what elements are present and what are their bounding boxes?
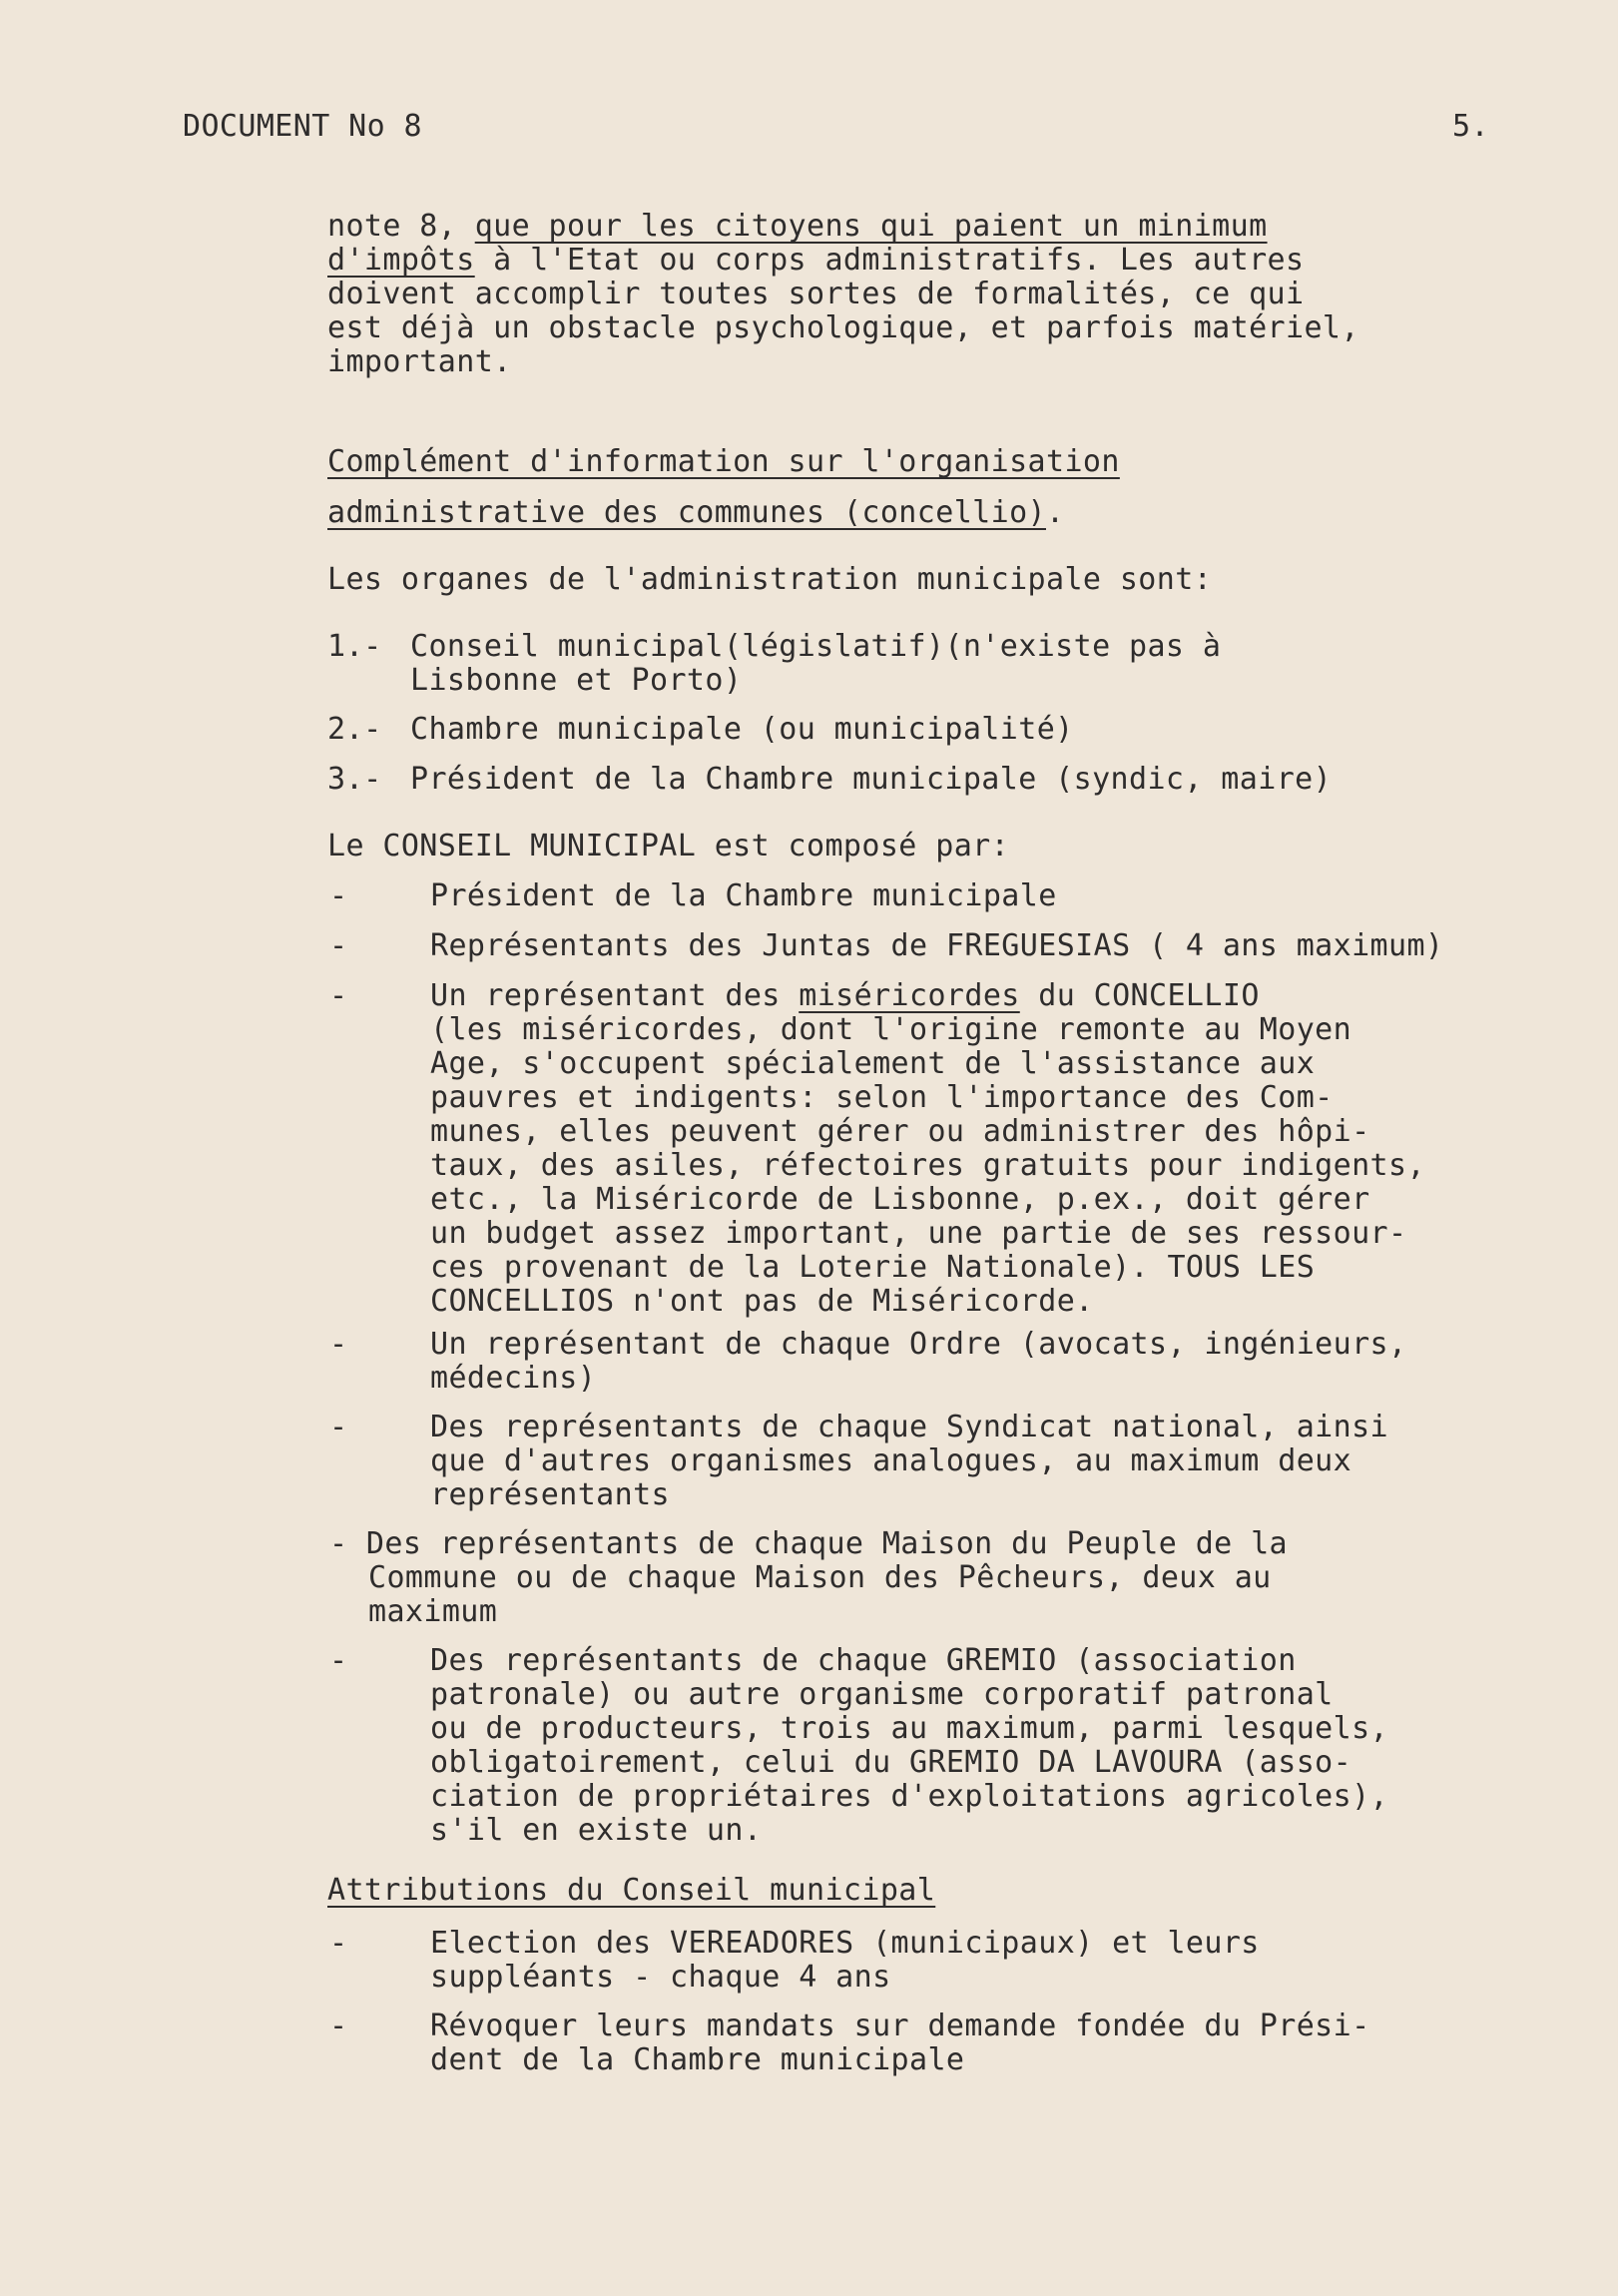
organ-item-1-cont: Lisbonne et Porto) <box>410 663 743 698</box>
misericordes-line: munes, elles peuvent gérer ou administrer des hôpi- <box>430 1114 1370 1149</box>
attribution-revoquer-cont: dent de la Chambre municipale <box>430 2042 965 2077</box>
heading-period: . <box>1046 495 1065 530</box>
member-maison-cont: maximum <box>368 1594 498 1629</box>
section-heading-attributions: Attributions du Conseil municipal <box>327 1873 936 1908</box>
member-text: du CONCELLIO <box>1019 978 1260 1013</box>
attribution-revoquer: Révoquer leurs mandats sur demande fondée du Prési- <box>430 2009 1370 2043</box>
member-freguesias: Représentants des Juntas de FREGUESIAS ( 4 ans maximum) <box>430 928 1444 963</box>
intro-line-2 <box>327 244 1304 278</box>
member-maison-cont: Commune ou de chaque Maison des Pêcheurs, deux au <box>368 1560 1272 1595</box>
misericordes-line: taux, des asiles, réfectoires gratuits pour indigents, <box>430 1148 1425 1183</box>
member-misericordes <box>430 979 1260 1013</box>
member-text: Un représentant des <box>430 978 800 1013</box>
intro-line-4: est déjà un obstacle psychologique, et parfois matériel, <box>327 310 1359 345</box>
intro-line-1 <box>327 210 1268 244</box>
bullet-dash: - <box>329 1410 348 1444</box>
member-president: Président de la Chambre municipale <box>430 878 1057 913</box>
member-ordre-cont: médecins) <box>430 1361 597 1396</box>
member-gremio-cont: ou de producteurs, trois au maximum, parmi lesquels, <box>430 1711 1388 1746</box>
organ-number: 2.- <box>327 712 382 747</box>
intro-underlined: que pour les citoyens qui paient un minimum <box>474 209 1268 244</box>
page-number: 5. <box>1452 109 1489 144</box>
heading-underlined: administrative des communes (concellio) <box>327 495 1046 530</box>
organ-number: 3.- <box>327 762 382 797</box>
misericordes-line: (les miséricordes, dont l'origine remonte au Moyen <box>430 1012 1352 1047</box>
member-ordre: Un représentant de chaque Ordre (avocats, ingénieurs, <box>430 1327 1407 1362</box>
member-gremio-cont: ciation de propriétaires d'exploitations agricoles), <box>430 1779 1388 1814</box>
misericordes-line: CONCELLIOS n'ont pas de Miséricorde. <box>430 1284 1094 1319</box>
bullet-dash: - <box>329 2009 348 2043</box>
bullet-dash: - <box>329 1926 348 1961</box>
member-underlined: miséricordes <box>799 978 1020 1013</box>
council-intro: Le CONSEIL MUNICIPAL est composé par: <box>327 829 1010 863</box>
member-gremio-cont: patronale) ou autre organisme corporatif patronal <box>430 1677 1334 1712</box>
member-gremio-cont: obligatoirement, celui du GREMIO DA LAVOURA (asso- <box>430 1745 1352 1780</box>
member-gremio: Des représentants de chaque GREMIO (association <box>430 1643 1297 1678</box>
intro-text: note 8, <box>327 209 475 244</box>
bullet-dash: - <box>329 1643 348 1678</box>
misericordes-line: etc., la Miséricorde de Lisbonne, p.ex., doit gérer <box>430 1182 1370 1217</box>
intro-underlined: d'impôts <box>327 243 475 278</box>
intro-line-3: doivent accomplir toutes sortes de formalités, ce qui <box>327 277 1305 311</box>
misericordes-line: pauvres et indigents: selon l'importance des Com- <box>430 1080 1334 1115</box>
intro-text: à l'Etat ou corps administratifs. Les autres <box>474 243 1305 278</box>
member-syndicat-cont: que d'autres organismes analogues, au maximum deux <box>430 1443 1352 1478</box>
misericordes-line: un budget assez important, une partie de ses ressour- <box>430 1216 1407 1251</box>
organ-item-2: Chambre municipale (ou municipalité) <box>410 712 1074 747</box>
section-heading-complement-2 <box>327 496 1064 530</box>
misericordes-line: ces provenant de la Loterie Nationale). TOUS LES <box>430 1250 1316 1285</box>
bullet-dash: - <box>329 878 348 913</box>
member-maison-peuple: - Des représentants de chaque Maison du Peuple de la <box>329 1526 1288 1561</box>
document-number: DOCUMENT No 8 <box>183 109 422 144</box>
member-syndicat-cont: représentants <box>430 1477 670 1512</box>
organs-intro: Les organes de l'administration municipale sont: <box>327 562 1213 597</box>
bullet-dash: - <box>329 1327 348 1362</box>
member-gremio-cont: s'il en existe un. <box>430 1813 763 1848</box>
section-heading-complement: Complément d'information sur l'organisation <box>327 444 1120 479</box>
intro-line-5: important. <box>327 344 512 379</box>
bullet-dash: - <box>329 928 348 963</box>
attribution-election: Election des VEREADORES (municipaux) et leurs <box>430 1926 1260 1961</box>
bullet-dash: - <box>329 978 348 1013</box>
organ-number: 1.- <box>327 629 382 664</box>
member-syndicat: Des représentants de chaque Syndicat national, ainsi <box>430 1410 1388 1444</box>
attribution-election-cont: suppléants - chaque 4 ans <box>430 1960 891 1995</box>
misericordes-line: Age, s'occupent spécialement de l'assistance aux <box>430 1046 1316 1081</box>
organ-item-3: Président de la Chambre municipale (syndic, maire) <box>410 762 1333 797</box>
organ-item-1: Conseil municipal(législatif)(n'existe pas à <box>410 629 1222 664</box>
